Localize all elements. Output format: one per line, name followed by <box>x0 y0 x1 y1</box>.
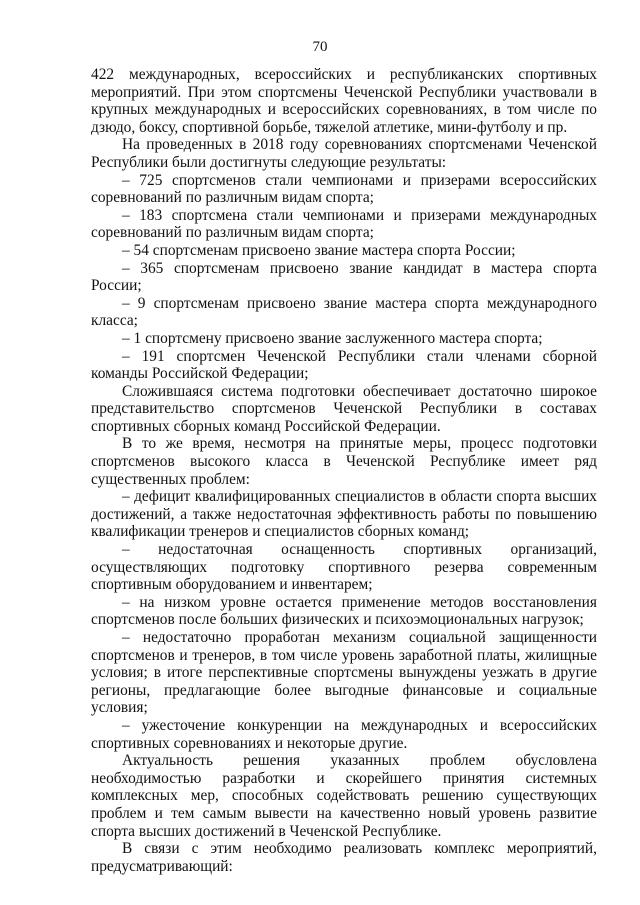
paragraph-results-intro: На проведенных в 2018 году соревнованиях спортсменами Чеченской Республики были достигнуты следующие результаты: <box>91 136 597 171</box>
list-item-result: – 725 спортсменов стали чемпионами и призерами всероссийских соревнований по различным видам спорта; <box>91 171 597 207</box>
list-item-result: – 9 спортсменам присвоено звание мастера спорта международного класса; <box>91 294 597 330</box>
list-item-problem: – дефицит квалифицированных специалистов в области спорта высших достижений, а также недостаточная эффективность работы по повышению квалификации тренеров и специалистов сборных команд; <box>91 488 597 541</box>
list-item-result: – 183 спортсмена стали чемпионами и призерами международных соревнований по различным видам спорта; <box>91 206 597 242</box>
paragraph-problems-intro: В то же время, несмотря на принятые меры, процесс подготовки спортсменов высокого класса в Чеченской Республике имеет ряд существенных проблем: <box>91 435 597 488</box>
list-item-problem: – ужесточение конкуренции на международных и всероссийских спортивных соревнованиях и некоторые другие. <box>91 716 597 752</box>
list-item-problem: – недостаточная оснащенность спортивных организаций, осуществляющих подготовку спортивного резерва современным спортивным оборудованием и инвентарем; <box>91 541 597 594</box>
list-item-result: – 191 спортсмен Чеченской Республики стали членами сборной команды Российской Федерации; <box>91 347 597 383</box>
paragraph-conclusion: В связи с этим необходимо реализовать комплекс мероприятий, предусматривающий: <box>91 840 597 875</box>
paragraph-relevance: Актуальность решения указанных проблем обусловлена необходимостью разработки и скорейшего принятия системных комплексных мер, способных содействовать решению существующих проблем и тем самым вывести на качественно новый уровень развитие спорта высших достижений в Чеченской Республике. <box>91 752 597 840</box>
paragraph-continuation: 422 международных, всероссийских и республиканских спортивных мероприятий. При этом спортсмены Чеченской Республики участвовали в крупных международных и всероссийских соревнованиях, в том числе по дзюдо, боксу, спортивной борьбе, тяжелой атлетике, мини-футболу и пр. <box>91 66 597 136</box>
document-body <box>91 66 597 875</box>
list-item-result: – 1 спортсмену присвоено звание заслуженного мастера спорта; <box>122 329 543 347</box>
paragraph-system: Сложившаяся система подготовки обеспечивает достаточно широкое представительство спортсменов Чеченской Республики в составах спортивных сборных команд Российской Федерации. <box>91 382 597 435</box>
list-item-result: – 54 спортсменам присвоено звание мастера спорта России; <box>122 241 516 259</box>
page-number: 70 <box>312 39 328 55</box>
list-item-result: – 365 спортсменам присвоено звание кандидат в мастера спорта России; <box>91 259 597 295</box>
list-item-problem: – на низком уровне остается применение методов восстановления спортсменов после больших физических и психоэмоциональных нагрузок; <box>91 593 597 629</box>
list-item-problem: – недостаточно проработан механизм социальной защищенности спортсменов и тренеров, в том числе уровень заработной платы, жилищные условия; в итоге перспективные спортсмены вынуждены уезжать в другие регионы, предлагающие более выгодные финансовые и социальные условия; <box>91 629 597 717</box>
